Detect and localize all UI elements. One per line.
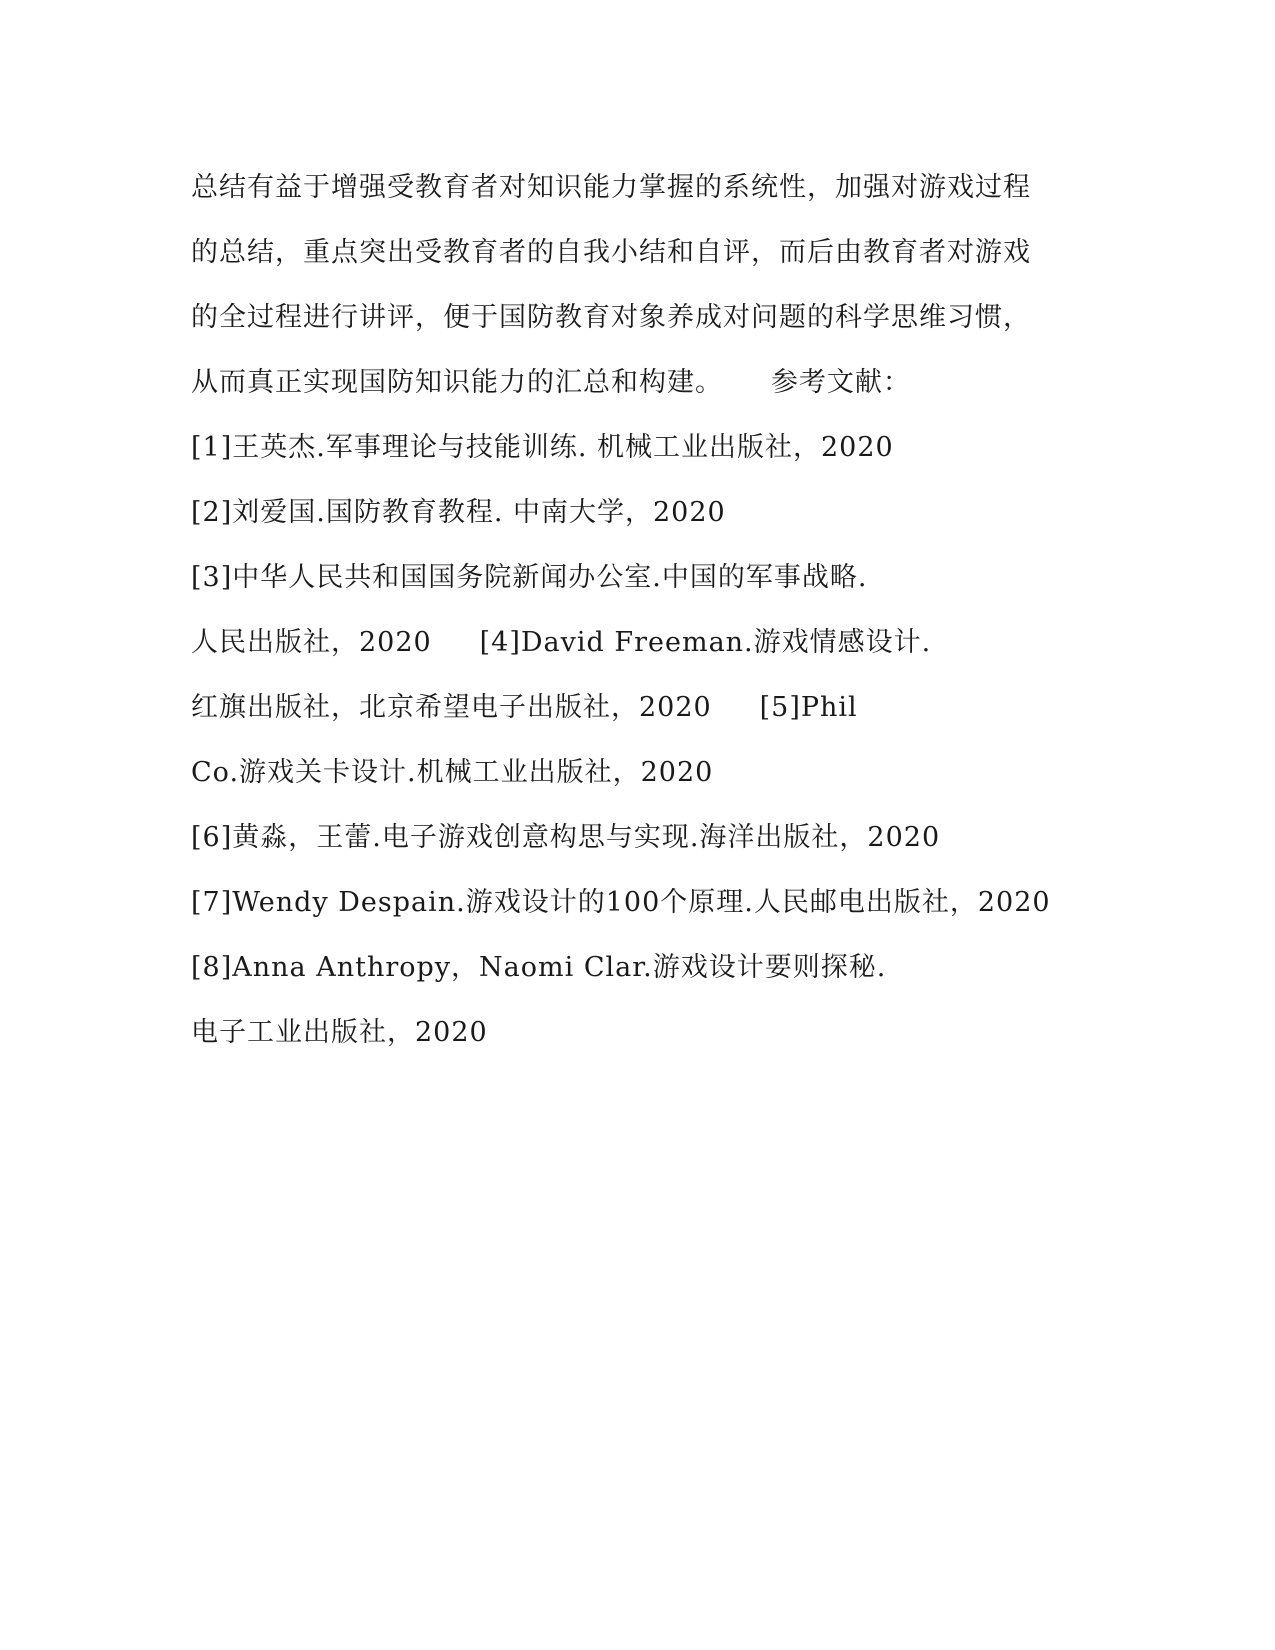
- reference-entry: [2]刘爱国.国防教育教程. 中南大学，2020: [191, 497, 726, 528]
- document-body: [191, 155, 1091, 1065]
- body-text-line: 的全过程进行讲评，便于国防教育对象养成对问题的科学思维习惯，: [191, 302, 1031, 333]
- reference-entry: 电子工业出版社，2020: [191, 1017, 488, 1048]
- body-text-line: 总结有益于增强受教育者对知识能力掌握的系统性，加强对游戏过程: [191, 172, 1031, 203]
- reference-entry: 红旗出版社，北京希望电子出版社，2020 [5]Phil: [191, 692, 858, 723]
- reference-entry: [3]中华人民共和国国务院新闻办公室.中国的军事战略.: [191, 562, 868, 593]
- body-text-line: 从而真正实现国防知识能力的汇总和构建。 参考文献：: [191, 367, 911, 398]
- reference-entry: [8]Anna Anthropy，Naomi Clar.游戏设计要则探秘.: [191, 952, 887, 983]
- reference-entry: [1]王英杰.军事理论与技能训练. 机械工业出版社，2020: [191, 432, 894, 463]
- body-text-line: 的总结，重点突出受教育者的自我小结和自评，而后由教育者对游戏: [191, 237, 1031, 268]
- reference-entry: [7]Wendy Despain.游戏设计的100个原理.人民邮电出版社，2020: [191, 887, 1051, 918]
- reference-entry: [6]黄淼，王蕾.电子游戏创意构思与实现.海洋出版社，2020: [191, 822, 941, 853]
- reference-entry: 人民出版社，2020 [4]David Freeman.游戏情感设计.: [191, 627, 932, 658]
- reference-entry: Co.游戏关卡设计.机械工业出版社，2020: [191, 757, 714, 788]
